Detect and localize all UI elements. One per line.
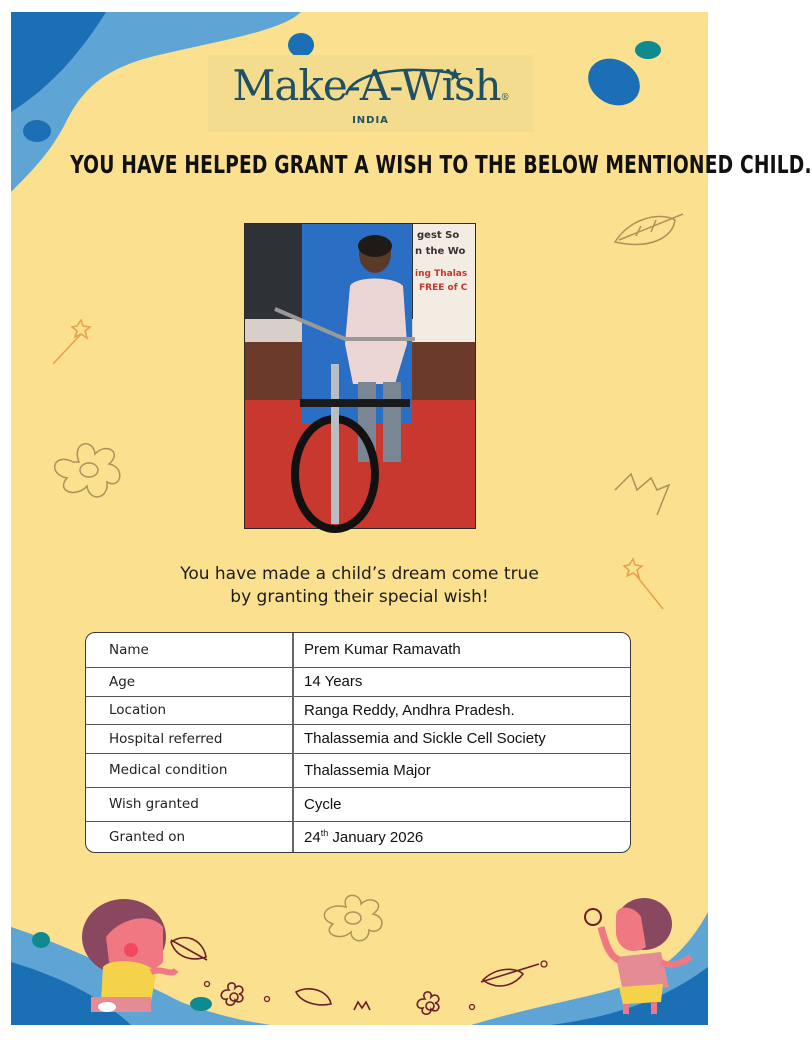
blob-icon — [288, 33, 314, 57]
blob-icon — [32, 932, 50, 948]
row-value: 14 Years — [293, 667, 630, 696]
child-details-table — [85, 632, 631, 853]
table-row — [86, 787, 630, 821]
leaf-icon — [171, 938, 207, 960]
leaf-icon — [615, 214, 683, 244]
flower-icon — [324, 895, 382, 940]
leaf-icon — [296, 964, 539, 1005]
row-value — [293, 821, 630, 852]
row-label: Location — [86, 696, 293, 724]
headline: YOU HAVE HELPED GRANT A WISH TO THE BELOW MENTIONED CHILD. — [70, 150, 812, 179]
banner-text: FREE of C — [419, 283, 468, 293]
row-value: Thalassemia Major — [293, 753, 630, 787]
row-label: Age — [86, 667, 293, 696]
row-label: Hospital referred — [86, 724, 293, 753]
flower-icon — [221, 983, 439, 1014]
banner-text: gest So — [417, 230, 460, 241]
tagline — [11, 563, 708, 609]
banner-text: n the Wo — [415, 246, 466, 257]
row-label: Granted on — [86, 821, 293, 852]
flower-icon — [55, 444, 120, 497]
zigzag-icon — [615, 474, 669, 515]
brand-name-text: Make-A-Wish — [232, 61, 501, 110]
row-value: Thalassemia and Sickle Cell Society — [293, 724, 630, 753]
zigzag-icon — [354, 1002, 370, 1010]
blob-icon — [190, 997, 212, 1011]
blob-icon — [23, 120, 51, 142]
table-row — [86, 724, 630, 753]
magic-wand-icon — [53, 320, 90, 364]
row-label: Wish granted — [86, 787, 293, 821]
brand-name — [208, 61, 533, 110]
table-row — [86, 821, 630, 852]
date-rest: January 2026 — [328, 828, 424, 846]
brand-country: INDIA — [352, 115, 389, 126]
row-value: Cycle — [293, 787, 630, 821]
table-row — [86, 696, 630, 724]
table-row — [86, 667, 630, 696]
row-label: Name — [86, 633, 293, 667]
date-suffix: th — [320, 827, 329, 838]
banner-text: ing Thalas — [415, 269, 468, 279]
row-value: Prem Kumar Ramavath — [293, 633, 630, 667]
blob-icon — [580, 49, 649, 114]
date-day: 24 — [304, 828, 321, 846]
table-row — [86, 633, 630, 667]
blob-icon — [635, 41, 661, 59]
brand-logo — [208, 55, 533, 132]
table-row — [86, 753, 630, 787]
tagline-line-1: You have made a child’s dream come true — [180, 564, 539, 584]
row-value: Ranga Reddy, Andhra Pradesh. — [293, 696, 630, 724]
row-label: Medical condition — [86, 753, 293, 787]
certificate-card — [11, 12, 812, 1025]
tagline-line-2: by granting their special wish! — [230, 587, 489, 607]
child-with-bicycle-image — [245, 224, 475, 528]
child-photo — [244, 223, 476, 529]
registered-mark: ® — [500, 93, 509, 103]
